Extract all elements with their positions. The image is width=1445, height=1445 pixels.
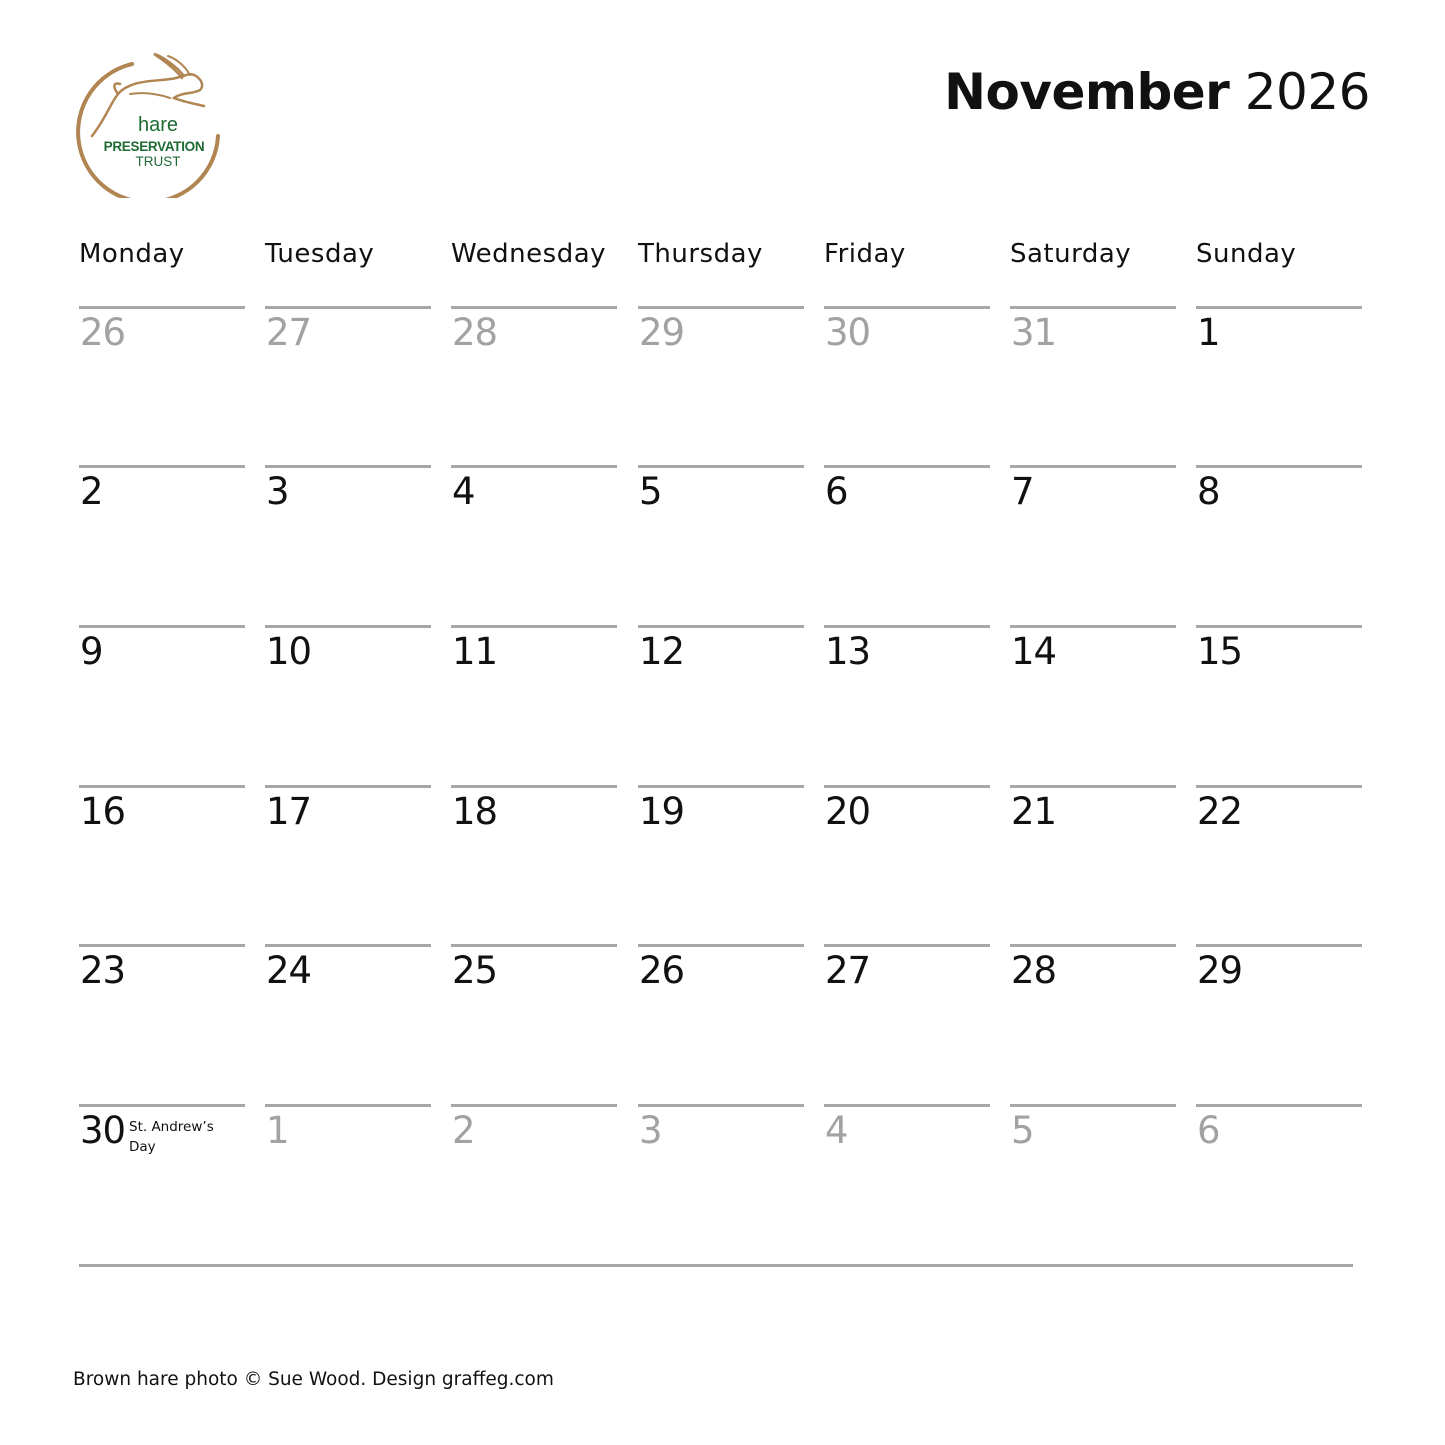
day-cell[interactable] [638, 785, 804, 946]
day-note-line: Day [129, 1139, 156, 1155]
day-number: 14 [1011, 630, 1057, 673]
day-number: 4 [452, 470, 475, 513]
day-number: 5 [1011, 1109, 1034, 1152]
day-number: 3 [639, 1109, 662, 1152]
day-cell[interactable] [451, 625, 617, 786]
day-number: 1 [266, 1109, 289, 1152]
day-cell[interactable] [451, 944, 617, 1105]
day-cell[interactable] [638, 1104, 804, 1265]
bottom-rule [79, 1264, 1353, 1267]
day-cell[interactable] [1196, 785, 1362, 946]
day-cell[interactable] [1010, 785, 1176, 946]
day-cell[interactable] [824, 1104, 990, 1265]
day-cell[interactable] [79, 465, 245, 626]
day-number: 27 [266, 311, 312, 354]
day-number: 31 [1011, 311, 1057, 354]
day-cell[interactable] [265, 306, 431, 467]
day-cell[interactable] [451, 465, 617, 626]
day-number: 27 [825, 949, 871, 992]
day-cell[interactable] [824, 306, 990, 467]
day-cell[interactable] [79, 944, 245, 1105]
day-cell[interactable] [1196, 465, 1362, 626]
day-cell[interactable] [1196, 625, 1362, 786]
day-cell[interactable] [638, 306, 804, 467]
day-number: 21 [1011, 790, 1057, 833]
weekday-thursday: Thursday [638, 239, 763, 269]
day-number: 24 [266, 949, 312, 992]
day-number: 11 [452, 630, 498, 673]
day-cell[interactable] [265, 1104, 431, 1265]
day-number: 2 [452, 1109, 475, 1152]
day-number: 16 [80, 790, 126, 833]
day-number: 3 [266, 470, 289, 513]
day-number: 6 [1197, 1109, 1220, 1152]
title-month: November [944, 63, 1230, 121]
logo-text-trust: TRUST [135, 154, 181, 169]
day-cell[interactable] [824, 625, 990, 786]
day-number: 2 [80, 470, 103, 513]
day-number: 5 [639, 470, 662, 513]
day-number: 7 [1011, 470, 1034, 513]
weekday-friday: Friday [824, 239, 906, 269]
day-note [129, 1117, 239, 1157]
day-cell[interactable] [638, 944, 804, 1105]
day-number: 23 [80, 949, 126, 992]
footer-credit: Brown hare photo © Sue Wood. Design graffeg.com [73, 1369, 554, 1390]
day-number: 17 [266, 790, 312, 833]
day-cell[interactable] [1010, 465, 1176, 626]
day-cell[interactable] [824, 785, 990, 946]
day-number: 29 [639, 311, 685, 354]
day-number: 15 [1197, 630, 1243, 673]
day-number: 28 [452, 311, 498, 354]
day-cell[interactable] [79, 1104, 245, 1265]
day-number: 20 [825, 790, 871, 833]
day-cell[interactable] [1010, 625, 1176, 786]
day-number: 28 [1011, 949, 1057, 992]
day-number: 30 [825, 311, 871, 354]
day-cell[interactable] [451, 306, 617, 467]
day-cell[interactable] [1010, 306, 1176, 467]
day-number: 4 [825, 1109, 848, 1152]
day-cell[interactable] [265, 465, 431, 626]
day-cell[interactable] [1010, 1104, 1176, 1265]
day-cell[interactable] [638, 465, 804, 626]
hare-preservation-trust-logo [72, 48, 224, 198]
day-cell[interactable] [638, 625, 804, 786]
day-number: 9 [80, 630, 103, 673]
day-cell[interactable] [265, 944, 431, 1105]
day-number: 13 [825, 630, 871, 673]
day-number: 8 [1197, 470, 1220, 513]
day-number: 26 [639, 949, 685, 992]
day-cell[interactable] [265, 785, 431, 946]
day-number: 26 [80, 311, 126, 354]
day-cell[interactable] [79, 625, 245, 786]
day-number: 25 [452, 949, 498, 992]
day-note-line: St. Andrew’s [129, 1119, 214, 1135]
day-cell[interactable] [824, 944, 990, 1105]
weekday-sunday: Sunday [1196, 239, 1297, 269]
day-cell[interactable] [451, 1104, 617, 1265]
day-number: 12 [639, 630, 685, 673]
day-number: 22 [1197, 790, 1243, 833]
day-number: 29 [1197, 949, 1243, 992]
weekday-wednesday: Wednesday [451, 239, 607, 269]
day-number: 6 [825, 470, 848, 513]
day-cell[interactable] [79, 306, 245, 467]
day-cell[interactable] [1196, 944, 1362, 1105]
day-cell[interactable] [1010, 944, 1176, 1105]
day-cell[interactable] [1196, 306, 1362, 467]
day-cell[interactable] [1196, 1104, 1362, 1265]
day-cell[interactable] [451, 785, 617, 946]
day-number: 18 [452, 790, 498, 833]
day-cell[interactable] [265, 625, 431, 786]
page-title [944, 62, 1370, 122]
title-year: 2026 [1244, 63, 1370, 121]
day-number: 10 [266, 630, 312, 673]
weekday-saturday: Saturday [1010, 239, 1132, 269]
day-number: 19 [639, 790, 685, 833]
day-cell[interactable] [824, 465, 990, 626]
day-number: 1 [1197, 311, 1220, 354]
logo-text-hare: hare [137, 114, 179, 136]
weekday-monday: Monday [79, 239, 185, 269]
logo-text-preservation: PRESERVATION [103, 139, 205, 154]
weekday-tuesday: Tuesday [265, 239, 375, 269]
day-number: 30 [80, 1109, 126, 1152]
day-cell[interactable] [79, 785, 245, 946]
